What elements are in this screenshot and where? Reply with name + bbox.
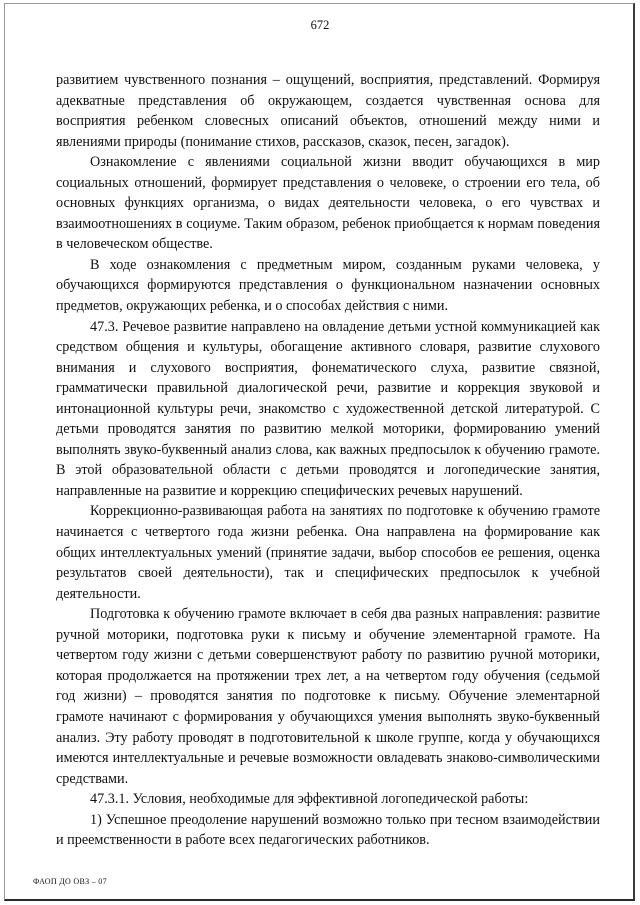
- paragraph-literacy-preparation: Коррекционно-развивающая работа на занятиях по подготовке к обучению грамоте начинается с четвертого года жизни ребенка. Она направлена на формирование как общих интеллектуальных умений (принятие задачи, выбор способов ее решения, оценка результатов своей деятельности), так и специфических предпосылок к учебной деятельности.: [56, 503, 600, 602]
- page-number: 672: [310, 18, 330, 32]
- paragraph-sensory-cognition: развитием чувственного познания – ощущений, восприятия, представлений. Формируя адекватные представления об окружающем, создается чувственная основа для восприятия ребенком словесных описаний объектов, отношений между ними и явлениями природы (понимание стихов, рассказов, сказок, песен, загадок).: [56, 72, 600, 150]
- paragraph-object-world: В ходе ознакомления с предметным миром, созданным руками человека, у обучающихся формируются представления о функциональном назначении основных предметов, окружающих ребенка, и о способах действия с ними.: [56, 256, 600, 315]
- document-body: [56, 70, 600, 851]
- paragraph-literacy-directions: Подготовка к обучению грамоте включает в себя два разных направления: развитие ручной моторики, подготовка руки к письму и обучение элементарной грамоте. На четвертом году жизни с детьми совершенствуют работу по развитию ручной моторики, которая продолжается на протяжении трех лет, а на четвертом году обучения (седьмой год жизни) – проводятся занятия по подготовке к письму. Обучение элементарной грамоте начинают с формирования у обучающихся умения выполнять звуко-буквенный анализ. Эту работу проводят в подготовительной к школе группе, когда у обучающихся имеются интеллектуальные и речевые возможности овладевать знаково-символическими средствами.: [56, 606, 600, 787]
- paragraph-conditions-heading: 47.3.1. Условия, необходимые для эффективной логопедической работы:: [90, 791, 529, 808]
- document-footer: ФАОП ДО ОВЗ – 07: [33, 877, 107, 886]
- paragraph-speech-development: 47.3. Речевое развитие направлено на овладение детьми устной коммуникацией как средством общения и культуры, обогащение активного словаря, развитие слухового внимания и слухового восприятия, фонематического слуха, развитие связной, грамматически правильной диалогической речи, развитие и коррекция звуковой и интонационной культуры речи, знакомство с художественной детской литературой. С детьми проводятся занятия по развитию мелкой моторики, формированию умений выполнять звуко-буквенный анализ слова, как важных предпосылок к обучению грамоте. В этой образовательной области с детьми проводятся и логопедические занятия, направленные на развитие и коррекцию специфических речевых нарушений.: [56, 318, 600, 499]
- paragraph-condition-1: 1) Успешное преодоление нарушений возможно только при тесном взаимодействии и преемственности в работе всех педагогических работников.: [56, 811, 600, 849]
- paragraph-social-life: Ознакомление с явлениями социальной жизни вводит обучающихся в мир социальных отношений, формирует представления о человеке, о строении его тела, об основных функциях организма, о видах деятельности человека, о его чувствах и взаимоотношениях в социуме. Таким образом, ребенок приобщается к нормам поведения в человеческом обществе.: [56, 154, 600, 253]
